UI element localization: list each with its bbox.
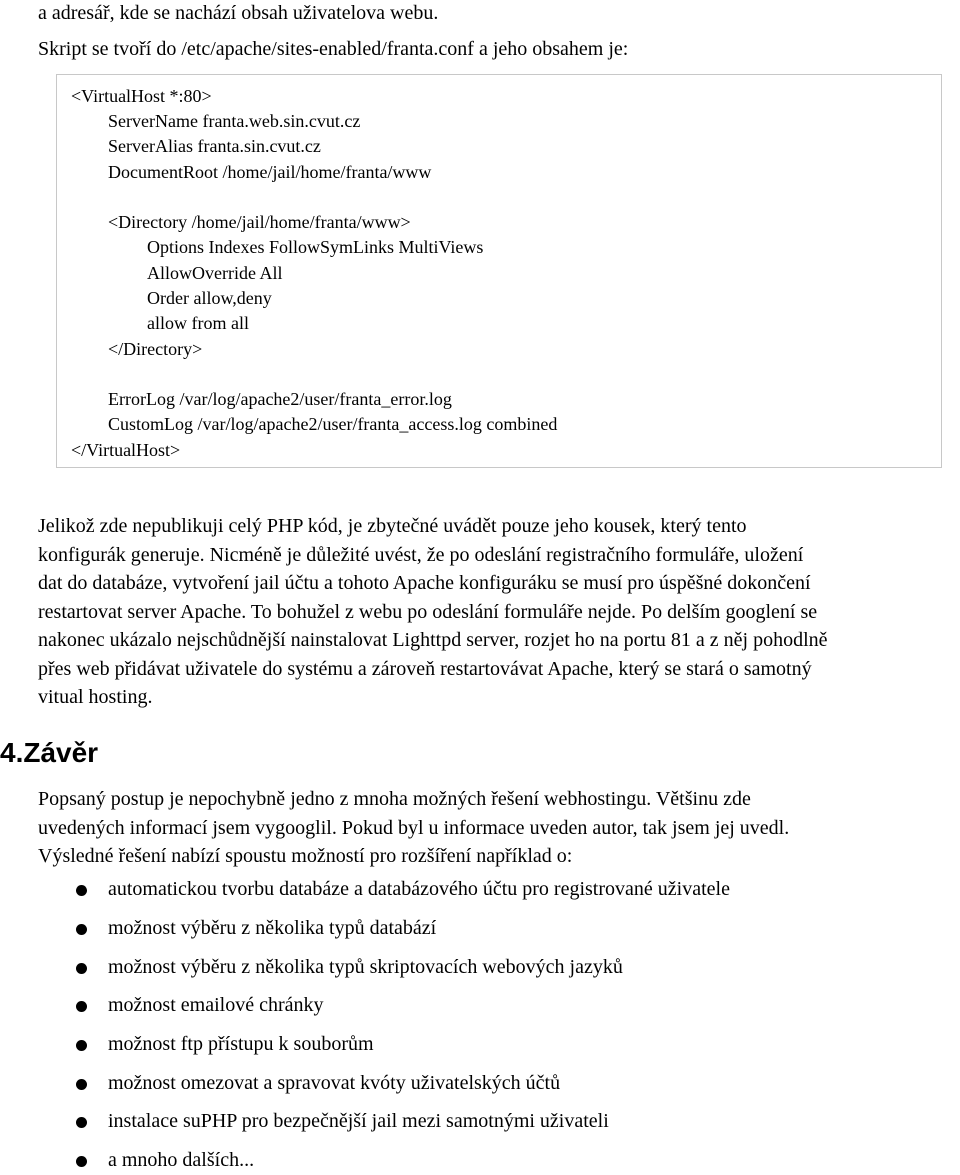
code-line: </VirtualHost>	[71, 440, 181, 460]
bullet-dot-icon	[76, 924, 87, 935]
paragraph-line: přes web přidávat uživatele do systému a zároveň restartovávat Apache, který se stará o samotný	[38, 657, 812, 680]
code-line: <VirtualHost *:80>	[71, 86, 212, 106]
code-line: allow from all	[147, 313, 249, 333]
bullet-dot-icon	[76, 1079, 87, 1090]
list-item-text: možnost emailové chránky	[108, 994, 324, 1016]
paragraph	[38, 512, 958, 712]
paragraph-line: uvedených informací jsem vygooglil. Pokud byl u informace uveden autor, tak jsem jej uvedl.	[38, 816, 790, 839]
list-item-text: a mnoho dalších...	[108, 1149, 255, 1171]
paragraph-line: vitual hosting.	[38, 686, 153, 708]
list-item-text: automatickou tvorbu databáze a databázového účtu pro registrované uživatele	[108, 878, 730, 900]
intro-line: a adresář, kde se nachází obsah uživatelova webu.	[38, 2, 439, 24]
paragraph-line: konfigurák generuje. Nicméně je důležité uvést, že po odeslání registračního formuláře, uložení	[38, 543, 804, 566]
list-item-text: možnost ftp přístupu k souborům	[108, 1033, 374, 1055]
list-item-text: možnost výběru z několika typů skriptovacích webových jazyků	[108, 956, 623, 978]
paragraph-line: nakonec ukázalo nejschůdnější nainstalovat Lighttpd server, rozjet ho na portu 81 a z něj pohodlně	[38, 629, 828, 651]
code-line: ServerAlias franta.sin.cvut.cz	[108, 136, 321, 156]
code-line: ErrorLog /var/log/apache2/user/franta_error.log	[108, 389, 452, 409]
bullet-dot-icon	[76, 1040, 87, 1051]
list-item-text: možnost výběru z několika typů databází	[108, 917, 437, 939]
code-line: </Directory>	[108, 339, 203, 359]
paragraph-line: restartovat server Apache. To bohužel z webu po odeslání formuláře nejde. Po delším googlení se	[38, 600, 818, 623]
list-item-text: možnost omezovat a spravovat kvóty uživatelských účtů	[108, 1072, 561, 1094]
intro-line: Skript se tvoří do /etc/apache/sites-enabled/franta.conf a jeho obsahem je:	[38, 38, 629, 60]
paragraph-line: Jelikož zde nepublikuji celý PHP kód, je zbytečné uvádět pouze jeho kousek, který tento	[38, 515, 747, 537]
list-item-text: instalace suPHP pro bezpečnější jail mezi samotnými uživateli	[108, 1110, 609, 1132]
paragraph-line: Výsledné řešení nabízí spoustu možností pro rozšíření například o:	[38, 845, 573, 867]
section-heading: 4.Závěr	[0, 737, 99, 768]
bullet-dot-icon	[76, 1156, 87, 1167]
code-block	[56, 74, 942, 468]
bullet-dot-icon	[76, 1117, 87, 1128]
code-line: AllowOverride All	[147, 263, 283, 283]
code-line: CustomLog /var/log/apache2/user/franta_access.log combined	[108, 414, 558, 434]
paragraph	[38, 785, 958, 871]
bullet-dot-icon	[76, 1001, 87, 1012]
code-line: Options Indexes FollowSymLinks MultiViews	[147, 237, 484, 257]
paragraph-line: Popsaný postup je nepochybně jedno z mnoha možných řešení webhostingu. Většinu zde	[38, 788, 751, 810]
code-line: <Directory /home/jail/home/franta/www>	[108, 212, 411, 232]
code-line: DocumentRoot /home/jail/home/franta/www	[108, 162, 432, 182]
bullet-dot-icon	[76, 885, 87, 896]
code-line: ServerName franta.web.sin.cvut.cz	[108, 111, 361, 131]
bullet-dot-icon	[76, 963, 87, 974]
paragraph-line: dat do databáze, vytvoření jail účtu a tohoto Apache konfiguráku se musí pro úspěšné dokončení	[38, 572, 811, 594]
code-line: Order allow,deny	[147, 288, 272, 308]
